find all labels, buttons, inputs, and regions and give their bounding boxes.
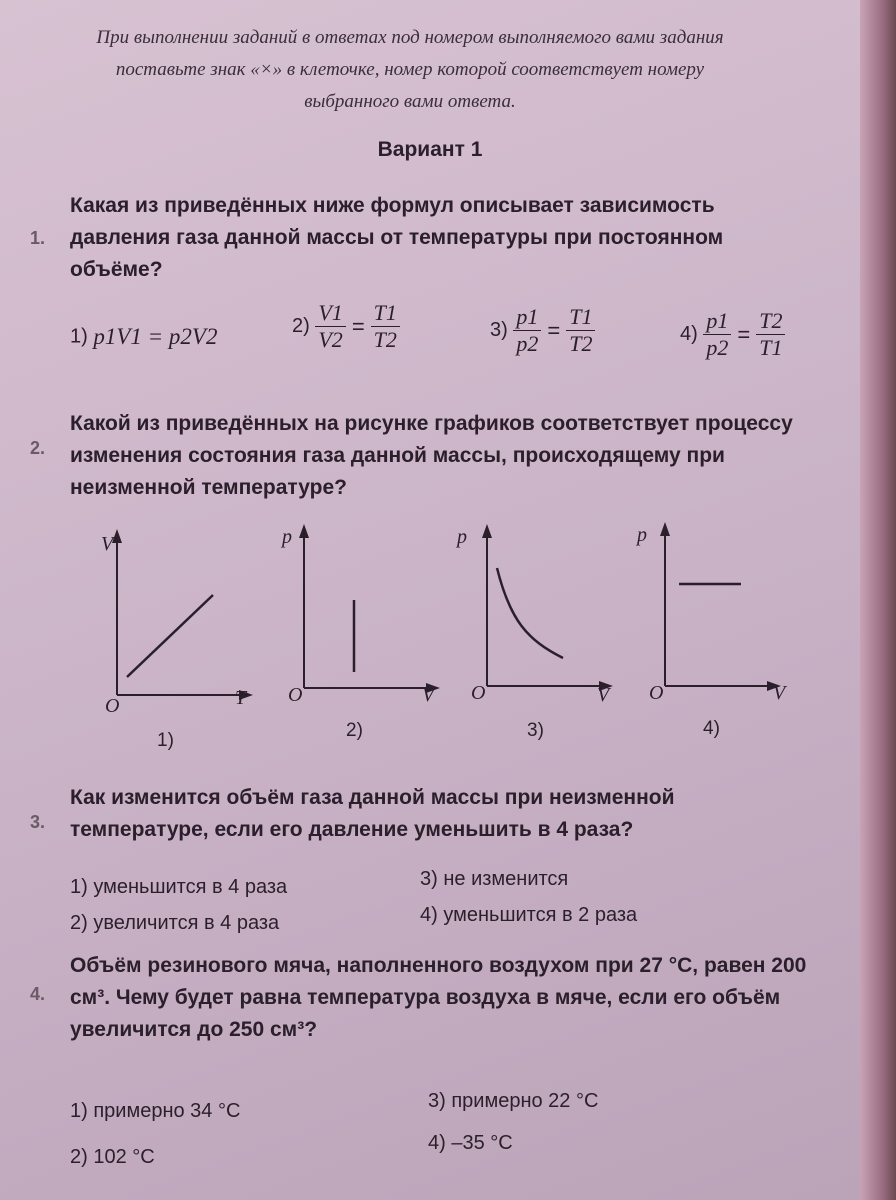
q3-option-4[interactable]: 4) уменьшится в 2 раза	[420, 904, 638, 926]
graph-4-origin: O	[649, 682, 664, 704]
question-4	[30, 950, 810, 1046]
q1-option-1-formula: p1V1 = p2V2	[93, 324, 218, 349]
q1-option-3-fraction-right: $\frac{T1}{T2}$	[566, 304, 595, 357]
question-3-text: Как изменится объём газа данной массы при неизменной температуре, если его давление уменьшить в 4 раза?	[70, 786, 675, 841]
graph-1-label: 1)	[157, 730, 174, 751]
q4-option-2[interactable]: 2) 102 °С	[70, 1146, 155, 1168]
variant-title: Вариант 1	[377, 138, 483, 161]
graph-4-x-label: V	[773, 682, 786, 704]
graph-2-origin: O	[288, 684, 303, 706]
question-3-number: 3.	[30, 812, 46, 832]
graph-1-line	[127, 595, 213, 677]
q1-option-3-fraction-left: $\frac{p1}{p2}$	[513, 304, 541, 357]
q1-option-2[interactable]: 2) $\frac{V1}{V2}$ = $\frac{T1}{T2}$	[292, 300, 400, 353]
question-1-number: 1.	[30, 228, 46, 248]
graph-4-y-label: p	[637, 524, 647, 546]
question-4-text: Объём резинового мяча, наполненного воздухом при 27 °С, равен 200 см³. Чему будет равна температура воздуха в мяче, если его объём увеличится до 250 см³?	[70, 954, 807, 1041]
question-1	[30, 190, 810, 286]
q1-option-3[interactable]: 3) $\frac{p1}{p2}$ = $\frac{T1}{T2}$	[490, 304, 595, 357]
question-3	[30, 782, 810, 846]
question-2	[30, 408, 810, 504]
q3-option-2[interactable]: 2) увеличится в 4 раза	[70, 912, 280, 934]
graph-3-plot	[465, 520, 635, 710]
question-4-number: 4.	[30, 984, 46, 1004]
page-edge	[860, 0, 896, 1200]
q1-option-2-fraction-left: $\frac{V1}{V2}$	[315, 300, 345, 353]
question-2-text: Какой из приведённых на рисунке графиков соответствует процессу изменения состояния газа данной массы, происходящему при неизменной температуре?	[70, 412, 793, 499]
question-1-options	[70, 300, 830, 380]
graph-2-plot	[282, 520, 452, 710]
instructions: При выполнении заданий в ответах под номером выполняемого вами задания поставьте знак «×» в клеточке, номер которой соответствует номеру выбранного вами ответа.	[96, 27, 724, 112]
question-2-number: 2.	[30, 438, 46, 458]
graph-2[interactable]	[282, 520, 452, 750]
question-3-options	[70, 868, 770, 948]
q1-option-2-fraction-right: $\frac{T1}{T2}$	[371, 300, 400, 353]
question-4-options	[70, 1090, 770, 1180]
graph-3-x-label: V	[597, 684, 610, 706]
q1-option-1[interactable]: 1) p1V1 = p2V2	[70, 324, 218, 349]
q4-option-1[interactable]: 1) примерно 34 °С	[70, 1100, 241, 1122]
graph-4-plot	[645, 518, 815, 708]
graph-2-label: 2)	[346, 720, 363, 741]
graph-4-label: 4)	[703, 718, 720, 739]
q4-option-4[interactable]: 4) –35 °С	[428, 1132, 513, 1154]
graph-1-y-label: V	[101, 533, 114, 555]
graph-2-x-label: V	[422, 684, 435, 706]
question-1-text: Какая из приведённых ниже формул описывает зависимость давления газа данной массы от температуры при постоянном объёме?	[70, 194, 724, 281]
graph-1-origin: O	[105, 695, 120, 717]
graph-1-x-label: T	[235, 687, 247, 709]
graph-1[interactable]	[95, 525, 265, 755]
graph-4[interactable]	[637, 518, 815, 748]
q3-option-1[interactable]: 1) уменьшится в 4 раза	[70, 876, 288, 898]
graph-3-y-label: p	[457, 526, 467, 548]
q1-option-4[interactable]: 4) $\frac{p1}{p2}$ = $\frac{T2}{T1}$	[680, 308, 785, 361]
q1-option-4-fraction-left: $\frac{p1}{p2}$	[703, 308, 731, 361]
q3-option-3[interactable]: 3) не изменится	[420, 868, 569, 890]
graph-3-label: 3)	[527, 720, 544, 741]
graph-3-curve	[497, 568, 563, 658]
q4-option-3[interactable]: 3) примерно 22 °С	[428, 1090, 599, 1112]
graph-3[interactable]	[457, 520, 635, 750]
graph-2-y-label: p	[282, 526, 292, 548]
graph-3-origin: O	[471, 682, 486, 704]
q1-option-4-fraction-right: $\frac{T2}{T1}$	[756, 308, 785, 361]
